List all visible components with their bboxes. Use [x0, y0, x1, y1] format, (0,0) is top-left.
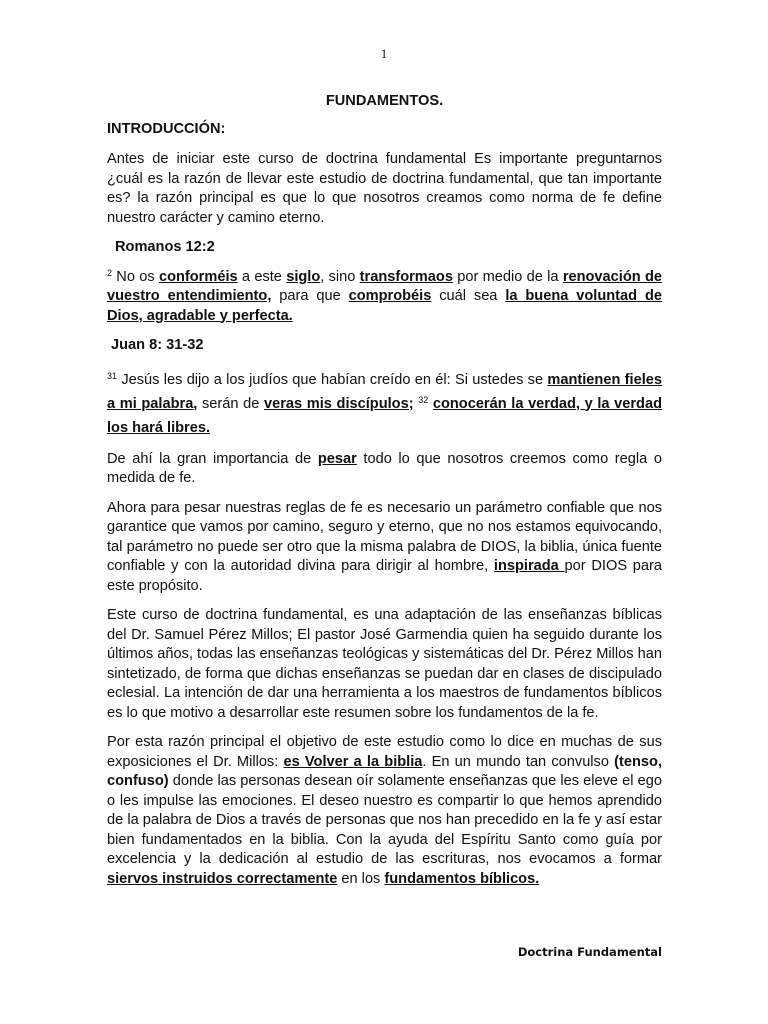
- document-body: [107, 92, 662, 899]
- underlined-term: la buena voluntad de Dios, agradable y perfecta.: [107, 288, 662, 324]
- verse-juan: $^{31}$ Jesús les dijo a los judíos que habían creído en él: Si ustedes se mantienen fieles a mi palabra, serán de veras mis discípulos; $^{32}$ conocerán la verdad, y la verdad los hará libres.: [107, 370, 662, 436]
- underlined-term: fundamentos bíblicos.: [384, 870, 540, 887]
- underlined-term: veras mis discípulos;: [264, 395, 414, 412]
- section-heading: INTRODUCCIÓN:: [107, 120, 226, 137]
- underlined-term: mantienen fieles a mi palabra,: [107, 371, 662, 412]
- verse-number: 2: [107, 267, 113, 278]
- scripture-reference-juan: Juan 8: 31-32: [111, 337, 204, 353]
- scripture-reference-romanos: Romanos 12:2: [115, 239, 215, 255]
- underlined-term: conforméis: [158, 268, 238, 285]
- underlined-term: inspirada: [493, 558, 565, 574]
- document-title: FUNDAMENTOS.: [325, 93, 444, 109]
- paragraph-curso: Este curso de doctrina fundamental, es una adaptación de las enseñanzas bíblicas del Dr. Samuel Pérez Millos; El pastor José Garmendia quien ha seguido durante los últimos años, todas las enseñanzas teológicas y sistemáticas del Dr. Pérez Millos han sintetizado, de forma que dichas enseñanzas se puedan dar en clases de discipulado eclesial. La intención de dar una herramienta a los maestros de fundamentos bíblicos es lo que motivo a desarrollar este resumen sobre los fundamentos de la fe.: [107, 607, 662, 721]
- underlined-term: renovación de vuestro entendimiento,: [107, 268, 662, 304]
- underlined-term: siervos instruidos correctamente: [107, 870, 338, 887]
- verse-romanos: $^2$ No os conforméis a este siglo, sino transformaos por medio de la renovación de vuestro entendimiento, para que comprobéis cuál sea la buena voluntad de Dios, agradable y perfecta.: [107, 267, 662, 324]
- underlined-term: siglo: [286, 268, 321, 285]
- paragraph-pesar: De ahí la gran importancia de pesar todo lo que nosotros creemos como regla o medida de fe.: [107, 450, 662, 486]
- intro-paragraph: Antes de iniciar este curso de doctrina fundamental Es importante preguntarnos ¿cuál es la razón de llevar este estudio de doctrina fundamental, que tan importante es? la razón principal es que lo que nosotros creamos como norma de fe define nuestro carácter y camino eterno.: [107, 151, 662, 226]
- page-footer: Doctrina Fundamental: [517, 945, 662, 959]
- paragraph-razon: Por esta razón principal el objetivo de este estudio como lo dice en muchas de sus exposiciones el Dr. Millos: es Volver a la biblia. En un mundo tan convulso (tenso, confuso) donde las personas desean oír solamente enseñanzas que les eleve el ego o les impulse las emociones. El deseo nuestro es compartir lo que hemos aprendido de la palabra de Dios a través de personas que nos han precedido en la fe y así estar bien fundamentados en la biblia. Con la ayuda del Espíritu Santo como guía por excelencia y la dedicación al estudio de las escrituras, nos evocamos a formar siervos instruidos correctamente en los fundamentos bíblicos.: [107, 734, 662, 887]
- underlined-term: transformaos: [359, 268, 453, 285]
- bold-term: (tenso, confuso): [107, 753, 662, 789]
- page-number: 1: [380, 46, 388, 61]
- paragraph-parametro: Ahora para pesar nuestras reglas de fe es necesario un parámetro confiable que nos garantice que vamos por camino, seguro y eterno, que no nos estamos equivocando, tal parámetro no puede ser otro que la misma palabra de DIOS, la biblia, única fuente confiable y con la autoridad divina para dirigir al hombre, inspirada por DIOS para este propósito.: [107, 499, 663, 594]
- verse-number: 32: [418, 394, 429, 405]
- verse-number: 31: [107, 370, 118, 381]
- underlined-term: pesar: [317, 450, 357, 467]
- underlined-term: es Volver a la biblia: [283, 753, 423, 770]
- underlined-term: comprobéis: [348, 288, 432, 304]
- underlined-term: conocerán la verdad, y la verdad los hará libres.: [107, 395, 662, 436]
